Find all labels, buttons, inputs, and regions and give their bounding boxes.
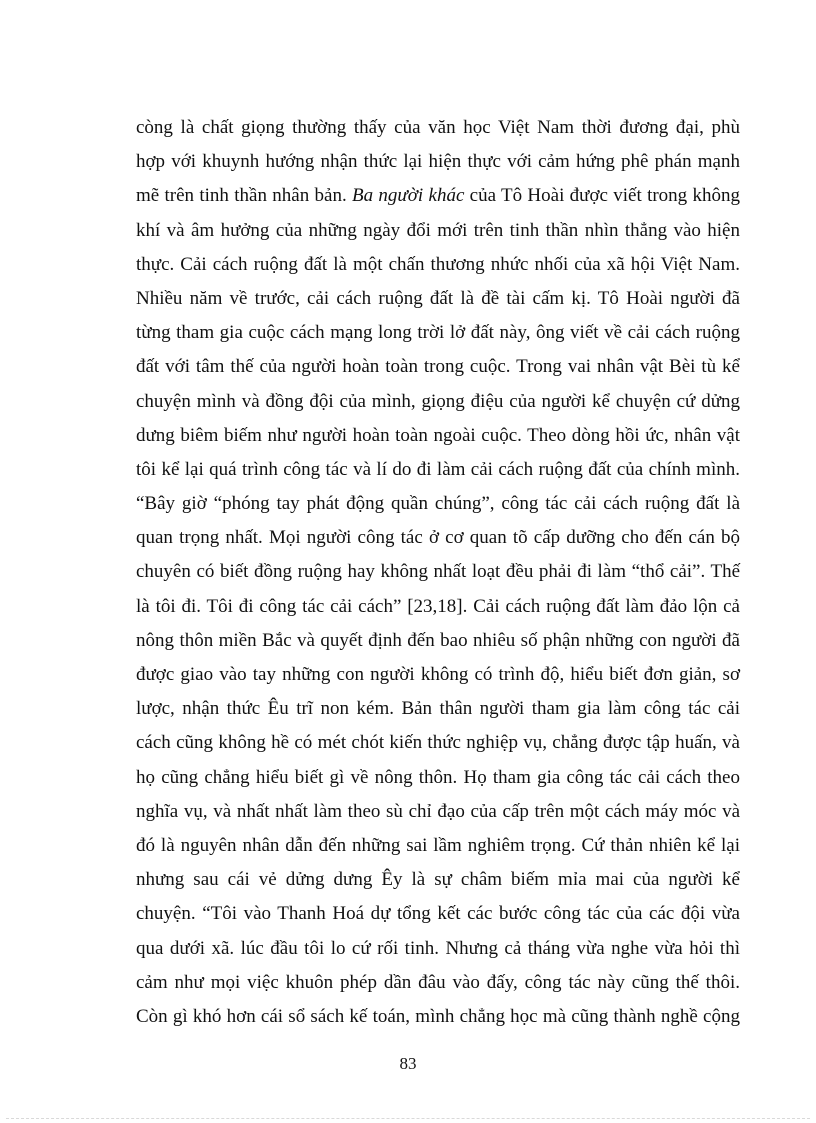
- text-line: từng tham gia cuộc cách mạng long trời lở đất này, ông viết về cải cách ruộng: [136, 322, 740, 344]
- text-line: chuyện mình và đồng đội của mình, giọng điệu của người kể chuyện cứ dửng: [136, 390, 740, 412]
- text-line: đất với tâm thế của người hoàn toàn trong cuộc. Trong vai nhân vật Bèi tù kể: [136, 356, 740, 378]
- text-line: qua dưới xã. lúc đầu tôi lo cứ rối tinh. Nhưng cả tháng vừa nghe vừa hỏi thì: [136, 937, 740, 959]
- text-line: hợp với khuynh hướng nhận thức lại hiện thực với cảm hứng phê phán mạnh: [136, 151, 740, 173]
- text-line: còng là chất giọng thường thấy của văn học Việt Nam thời đương đại, phù: [136, 117, 740, 138]
- text-run: mẽ trên tinh thần nhân bản.: [136, 185, 352, 207]
- text-line: quan trọng nhất. Mọi người công tác ở cơ quan tõ cấp dưỡng cho đến cán bộ: [136, 527, 740, 549]
- text-line: cách cũng không hề có mét chót kiến thức nghiệp vụ, chẳng được tập huấn, và: [136, 732, 740, 754]
- text-line: chuyện. “Tôi vào Thanh Hoá dự tổng kết các bước công tác của các đội vừa: [136, 903, 740, 925]
- text-line: nông thôn miền Bắc và quyết định đến bao nhiêu số phận những con người đã: [136, 629, 740, 651]
- text-line: “Bây giờ “phóng tay phát động quần chúng”, công tác cải cách ruộng đất là: [136, 493, 740, 515]
- page-bottom-divider: [6, 1118, 810, 1119]
- page-number: 83: [399, 1054, 417, 1073]
- text-line: được giao vào tay những con người không có trình độ, hiểu biết đơn giản, sơ: [136, 664, 740, 685]
- text-line: tôi kể lại quá trình công tác và lí do đi làm cải cách ruộng đất của chính mình.: [136, 458, 740, 480]
- text-line: khí và âm hưởng của những ngày đổi mới trên tinh thần nhìn thẳng vào hiện: [136, 219, 740, 241]
- text-line: Nhiều năm về trước, cải cách ruộng đất là đề tài cấm kị. Tô Hoài người đã: [136, 287, 740, 309]
- body-paragraph: [136, 111, 740, 1034]
- text-line: họ cũng chẳng hiểu biết gì về nông thôn. Họ tham gia công tác cải cách theo: [136, 766, 740, 788]
- text-line: nghĩa vụ, và nhất nhất làm theo sù chỉ đạo của cấp trên một cách máy móc và: [136, 800, 740, 822]
- text-line: chuyên có biết đồng ruộng hay không nhất loạt đều phải đi làm “thổ cải”. Thế: [136, 561, 740, 583]
- text-line: là tôi đi. Tôi đi công tác cải cách” [23,18]. Cải cách ruộng đất làm đảo lộn cả: [136, 595, 740, 617]
- text-line: Còn gì khó hơn cái sổ sách kế toán, mình chẳng học mà cũng thành nghề cộng: [136, 1005, 740, 1027]
- text-line: nhưng sau cái vẻ dửng dưng Êy là sự châm biếm mỉa mai của người kể: [136, 869, 740, 891]
- text-line: [136, 179, 740, 213]
- book-title: Ba người khác: [352, 185, 465, 207]
- text-line: cảm như mọi việc khuôn phép dần đâu vào đấy, công tác này cũng thế thôi.: [136, 971, 740, 993]
- text-line: đó là nguyên nhân dẫn đến những sai lầm nghiêm trọng. Cứ thản nhiên kể lại: [136, 834, 740, 856]
- text-line: lược, nhận thức Êu trĩ non kém. Bản thân người tham gia làm công tác cải: [136, 698, 740, 720]
- text-line: dưng biêm biếm như người hoàn toàn ngoài cuộc. Theo dòng hồi ức, nhân vật: [136, 424, 740, 446]
- text-run: của Tô Hoài được viết trong không: [464, 185, 740, 207]
- text-line: thực. Cải cách ruộng đất là một chấn thương nhức nhối của xã hội Việt Nam.: [136, 253, 740, 275]
